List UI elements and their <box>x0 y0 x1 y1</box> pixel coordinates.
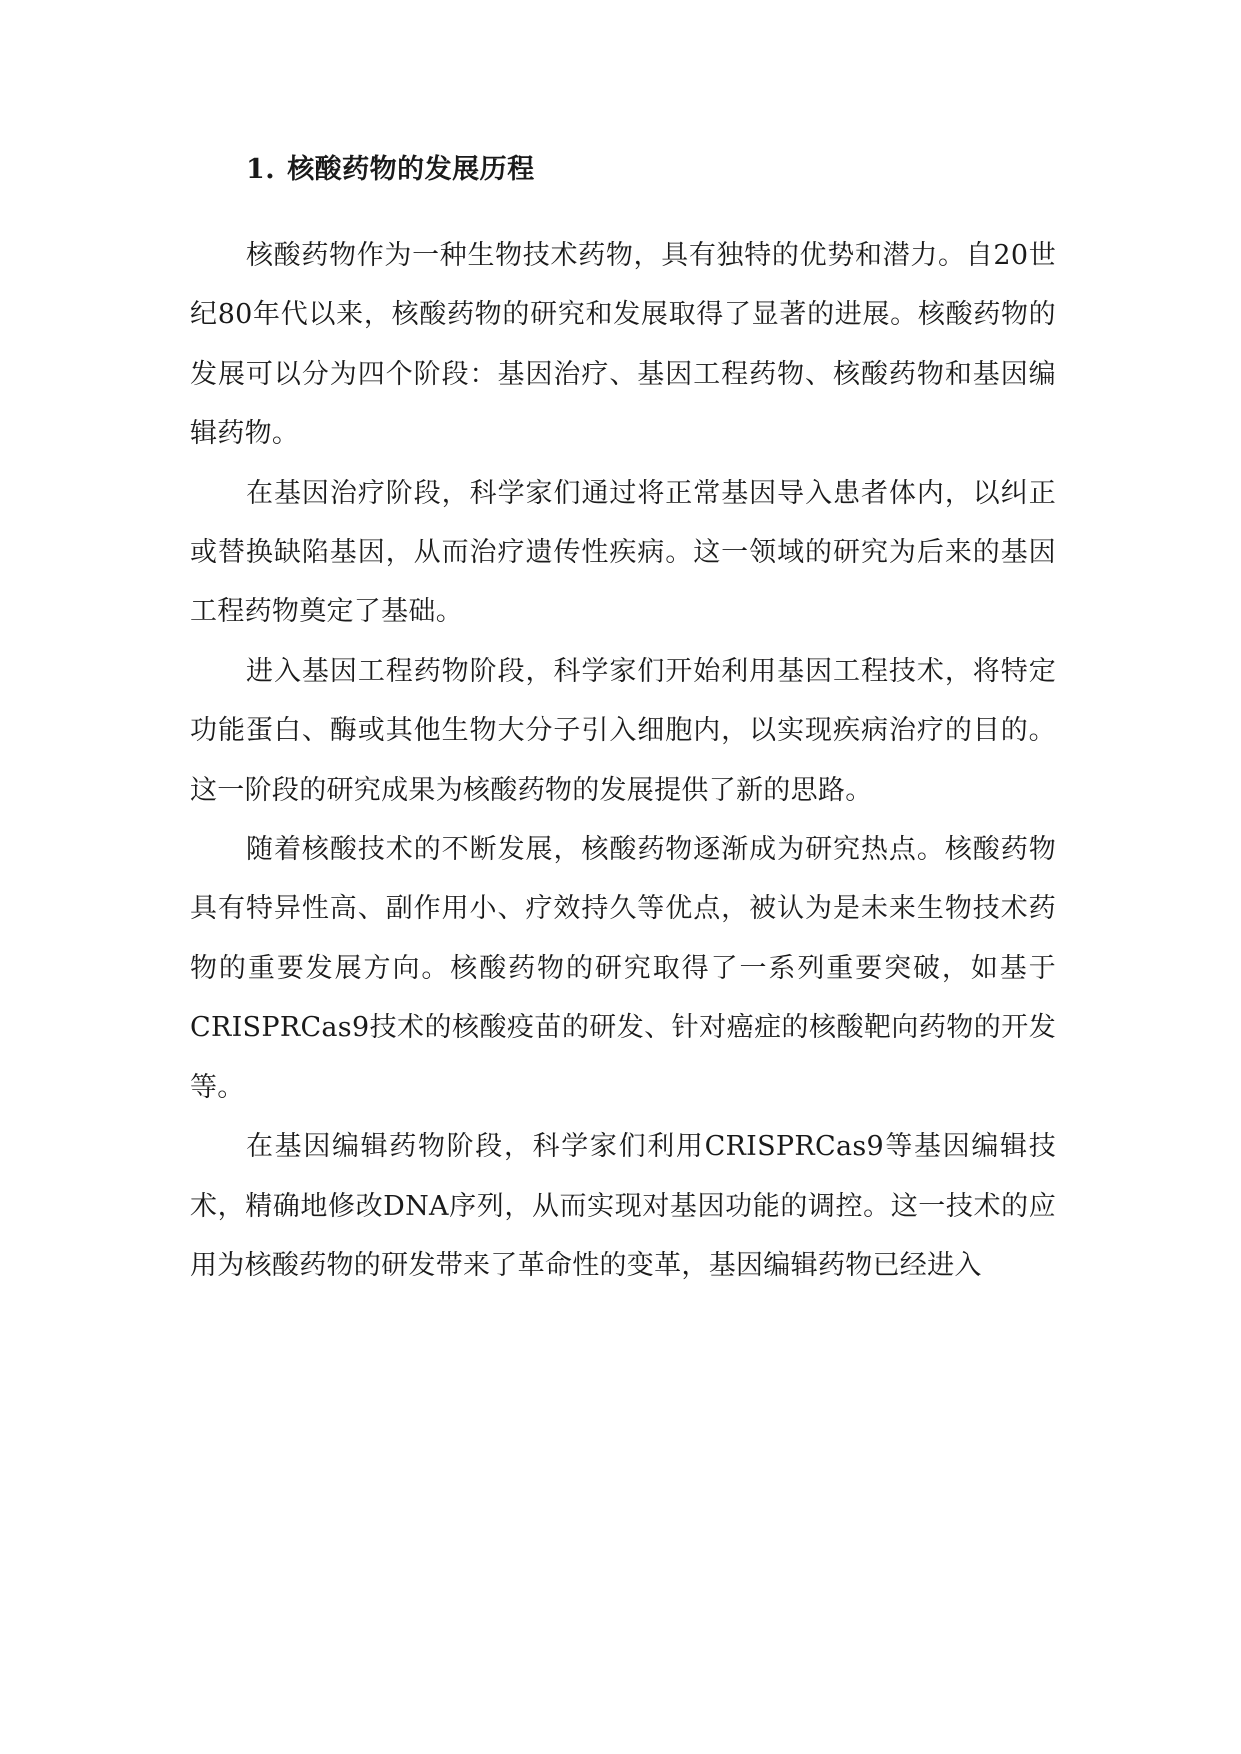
section-number: 1. <box>246 154 276 185</box>
paragraph-overview: 核酸药物作为一种生物技术药物，具有独特的优势和潜力。自20世纪80年代以来，核酸药物的研究和发展取得了显著的进展。核酸药物的发展可以分为四个阶段：基因治疗、基因工程药物、核酸药物和基因编辑药物。 <box>190 240 1056 450</box>
paragraph-gene-therapy: 在基因治疗阶段，科学家们通过将正常基因导入患者体内，以纠正或替换缺陷基因，从而治疗遗传性疾病。这一领域的研究为后来的基因工程药物奠定了基础。 <box>190 477 1056 628</box>
paragraph-gene-editing: 在基因编辑药物阶段，科学家们利用CRISPRCas9等基因编辑技术，精确地修改DNA序列，从而实现对基因功能的调控。这一技术的应用为核酸药物的研发带来了革命性的变革，基因编辑药物已经进入 <box>190 1131 1056 1281</box>
section-title: 核酸药物的发展历程 <box>287 154 535 185</box>
body-text <box>190 226 1056 1295</box>
paragraph-nucleic-acid-drugs: 随着核酸技术的不断发展，核酸药物逐渐成为研究热点。核酸药物具有特异性高、副作用小、疗效持久等优点，被认为是未来生物技术药物的重要发展方向。核酸药物的研究取得了一系列重要突破，如基于CRISPRCas9技术的核酸疫苗的研发、针对癌症的核酸靶向药物的开发等。 <box>190 834 1056 1103</box>
paragraph-genetic-engineering: 进入基因工程药物阶段，科学家们开始利用基因工程技术，将特定功能蛋白、酶或其他生物大分子引入细胞内，以实现疾病治疗的目的。这一阶段的研究成果为核酸药物的发展提供了新的思路。 <box>190 655 1056 806</box>
section-heading <box>246 150 535 190</box>
